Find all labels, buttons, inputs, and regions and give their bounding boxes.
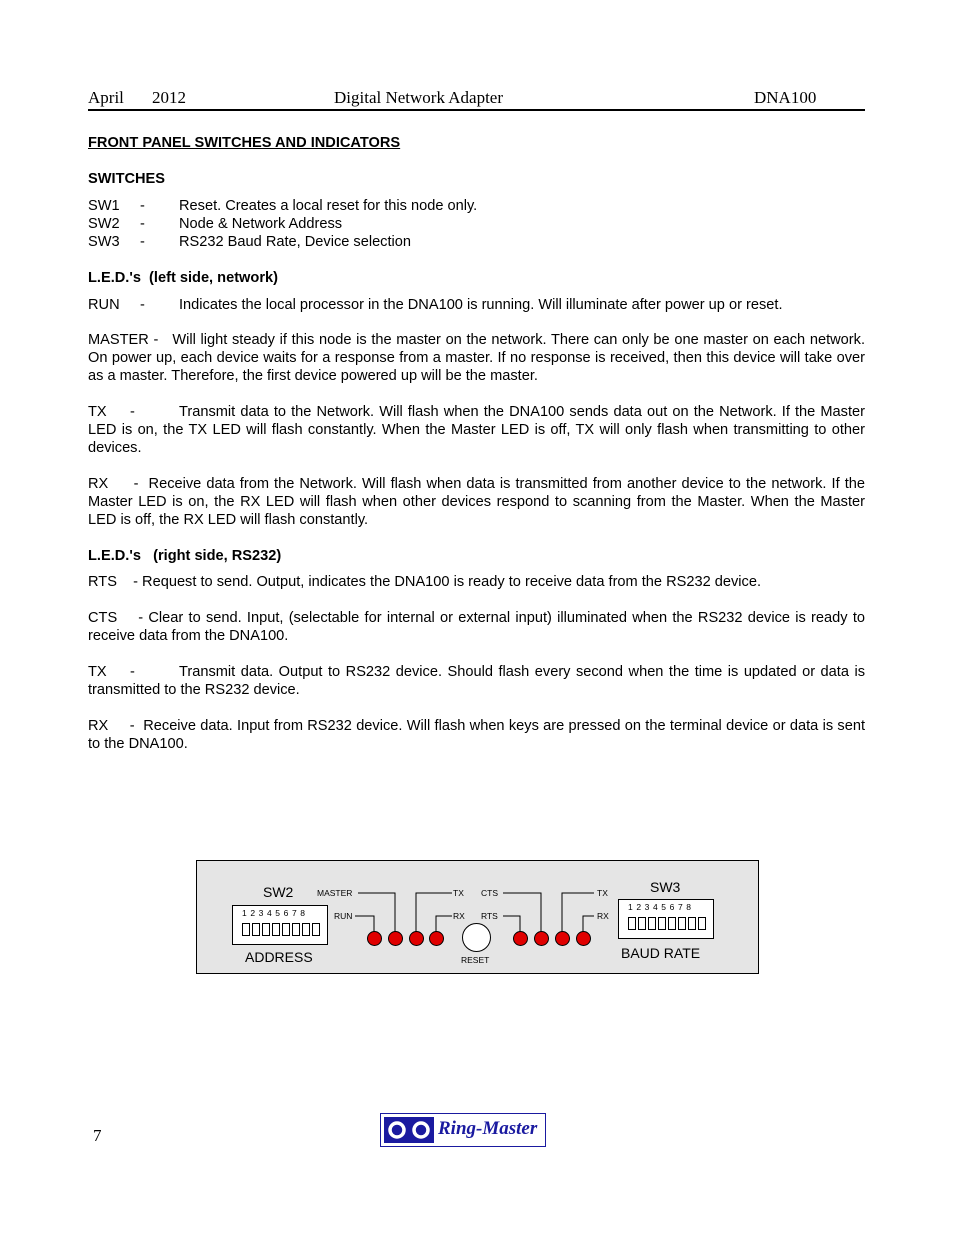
section-title: FRONT PANEL SWITCHES AND INDICATORS: [88, 135, 401, 151]
leds-right-heading: L.E.D.'s (right side, RS232): [88, 548, 282, 564]
header-month: April: [88, 88, 124, 107]
led-run-dash: -: [140, 297, 145, 313]
led-run: [367, 931, 382, 946]
led-rx-network: [429, 931, 444, 946]
label-rx-left: RX: [453, 911, 465, 921]
label-tx-left: TX: [453, 888, 464, 898]
address-label: ADDRESS: [245, 949, 313, 965]
switch-dash: -: [140, 216, 145, 232]
led-rts: [513, 931, 528, 946]
page-number: 7: [93, 1126, 102, 1145]
switch-desc: RS232 Baud Rate, Device selection: [179, 234, 412, 250]
led-master-paragraph: MASTER - Will light steady if this node is the master on the network. There can only be one master on each network. On power up, each device waits for a response from a master. If no response is received, then this device will take over as a master. Therefore, the first device powered up will be the master.: [88, 332, 870, 384]
label-master: MASTER: [317, 888, 353, 898]
led-tx-rs232: [555, 931, 570, 946]
sw2-dip-numbers: 12345678: [242, 908, 309, 918]
header-title: Digital Network Adapter: [334, 88, 504, 107]
dip-toggle[interactable]: [688, 917, 696, 930]
led-cts: [534, 931, 549, 946]
label-reset: RESET: [461, 955, 490, 965]
front-panel-diagram: [196, 860, 759, 974]
leds-left-heading: L.E.D.'s (left side, network): [88, 270, 278, 286]
label-rx-right: RX: [597, 911, 609, 921]
baud-rate-label: BAUD RATE: [621, 945, 701, 961]
led-tx-paragraph: Transmit data to the Network. Will flash when the DNA100 sends data out on the Network. If the Master LED is on, the TX LED will flash constantly. When the Master LED is off, TX will only flash when transmitting to other devices.: [88, 404, 865, 456]
logo-text: Ring-Master: [438, 1118, 538, 1139]
dip-toggle[interactable]: [628, 917, 636, 930]
switch-name: SW1: [88, 198, 120, 214]
header-model: DNA100: [754, 88, 817, 107]
led-cts-paragraph: CTS - Clear to send. Input, (selectable for internal or external input) illuminated when the RS232 device is ready to receive data from the DNA100.: [88, 610, 870, 644]
reset-button[interactable]: [462, 923, 491, 952]
led-rts-paragraph: RTS - Request to send. Output, indicates the DNA100 is ready to receive data from the RS232 device.: [88, 574, 762, 590]
led-run-name: RUN: [88, 297, 120, 313]
switches-heading: SWITCHES: [88, 171, 166, 187]
led-tx-dash: -: [130, 404, 135, 420]
switch-desc: Node & Network Address: [179, 216, 343, 232]
dip-toggle[interactable]: [698, 917, 706, 930]
switch-name: SW3: [88, 234, 120, 250]
led-master: [388, 931, 403, 946]
header-year: 2012: [152, 88, 186, 107]
led-tx2-dash: -: [130, 664, 135, 680]
dip-toggle[interactable]: [648, 917, 656, 930]
led-tx2-paragraph: Transmit data. Output to RS232 device. Should flash every second when the time is updated or data is transmitted to the RS232 device.: [88, 664, 865, 698]
label-rts: RTS: [481, 911, 498, 921]
dip-toggle[interactable]: [668, 917, 676, 930]
dip-toggle[interactable]: [638, 917, 646, 930]
led-rx-paragraph: RX - Receive data from the Network. Will flash when data is transmitted from another device to the network. If the Master LED is on, the RX LED will flash when other devices respond to scanning from the Master. When the Master LED is off, the RX LED will flash constantly.: [88, 476, 870, 528]
logo-rings-icon: [384, 1117, 434, 1143]
led-rx2-paragraph: RX - Receive data. Input from RS232 device. Will flash when keys are pressed on the terminal device or data is sent to the DNA100.: [88, 718, 870, 752]
led-tx2-name: TX: [88, 664, 107, 680]
led-run-desc: Indicates the local processor in the DNA100 is running. Will illuminate after power up or reset.: [179, 297, 783, 313]
sw3-label: SW3: [650, 879, 681, 895]
switch-dash: -: [140, 198, 145, 214]
led-tx-name: TX: [88, 404, 107, 420]
ring-master-logo: [380, 1113, 546, 1147]
switch-dash: -: [140, 234, 145, 250]
dip-toggle[interactable]: [678, 917, 686, 930]
label-cts: CTS: [481, 888, 498, 898]
sw2-label: SW2: [263, 884, 294, 900]
sw3-dip-switch[interactable]: [618, 899, 714, 939]
label-run: RUN: [334, 911, 353, 921]
dip-toggle[interactable]: [658, 917, 666, 930]
led-tx-network: [409, 931, 424, 946]
led-rx-rs232: [576, 931, 591, 946]
label-tx-right: TX: [597, 888, 608, 898]
switch-desc: Reset. Creates a local reset for this node only.: [179, 198, 478, 214]
header-rule: [88, 109, 865, 111]
sw3-dip-numbers: 12345678: [628, 902, 695, 912]
switch-name: SW2: [88, 216, 120, 232]
